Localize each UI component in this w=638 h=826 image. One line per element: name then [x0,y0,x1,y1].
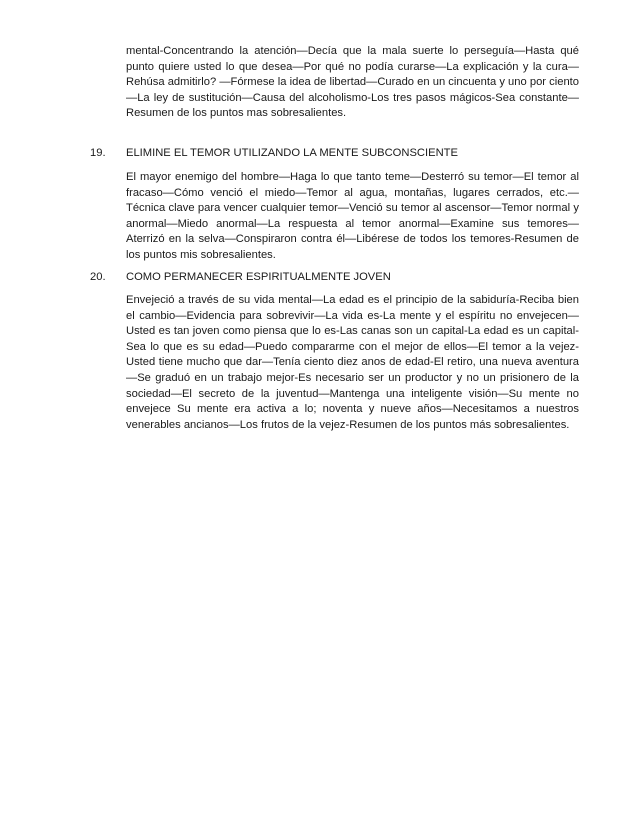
section-number: 20. [90,271,106,283]
section-title: ELIMINE EL TEMOR UTILIZANDO LA MENTE SUBCONSCIENTE [126,147,458,159]
section-heading-20 [90,270,590,286]
section-title: COMO PERMANECER ESPIRITUALMENTE JOVEN [126,271,391,283]
section-number: 19. [90,147,106,159]
section-summary-20: Envejeció a través de su vida mental—La edad es el principio de la sabiduría-Reciba bien el cambio—Evidencia para sobrevivir—La vida es-La mente y el espíritu no envejecen—Usted es tan joven como piensa que lo es-Las canas son un capital-La edad es un capital-Sea lo que es su edad—Puedo compararme con el mejor de ellos—El temor a la vejez-Usted tiene mucho que dar—Tenía ciento diez anos de edad-El retiro, una nueva aventura—Se graduó en un trabajo mejor-Es necesario ser un productor y no un prisionero de la sociedad—El secreto de la juventud—Mantenga una inteligente visión—Su mente no envejece Su mente era activa a lo; noventa y nueve años—Necesitamos a nuestros venerables ancianos—Los frutos de la vejez-Resumen de los puntos más sobresalientes. [126,294,579,431]
section-summary-19: El mayor enemigo del hombre—Haga lo que tanto teme—Desterró su temor—El temor al fracaso—Cómo venció el miedo—Temor al agua, montañas, lugares cerrados, etc.—Técnica clave para vencer cualquier temor—Venció su temor al ascensor—Temor normal y anormal—Miedo anormal—La respuesta al temor anormal—Examine sus temores—Aterrizó en la selva—Conspiraron contra él—Libérese de todos los temores-Resumen de los puntos mis sobresalientes. [126,171,579,261]
section-heading-19 [90,146,590,162]
continuation-paragraph: mental-Concentrando la atención—Decía que la mala suerte lo perseguía—Hasta qué punto quiere usted lo que desea—Por qué no podía curarse—La explicación y la cura—Rehúsa admitirlo? —Fórmese la idea de libertad—Curado en un cincuenta y uno por ciento—La ley de sustitución—Causa del alcoholismo-Los tres pasos mágicos-Sea constante—Resumen de los puntos mas sobresalientes. [126,45,579,120]
